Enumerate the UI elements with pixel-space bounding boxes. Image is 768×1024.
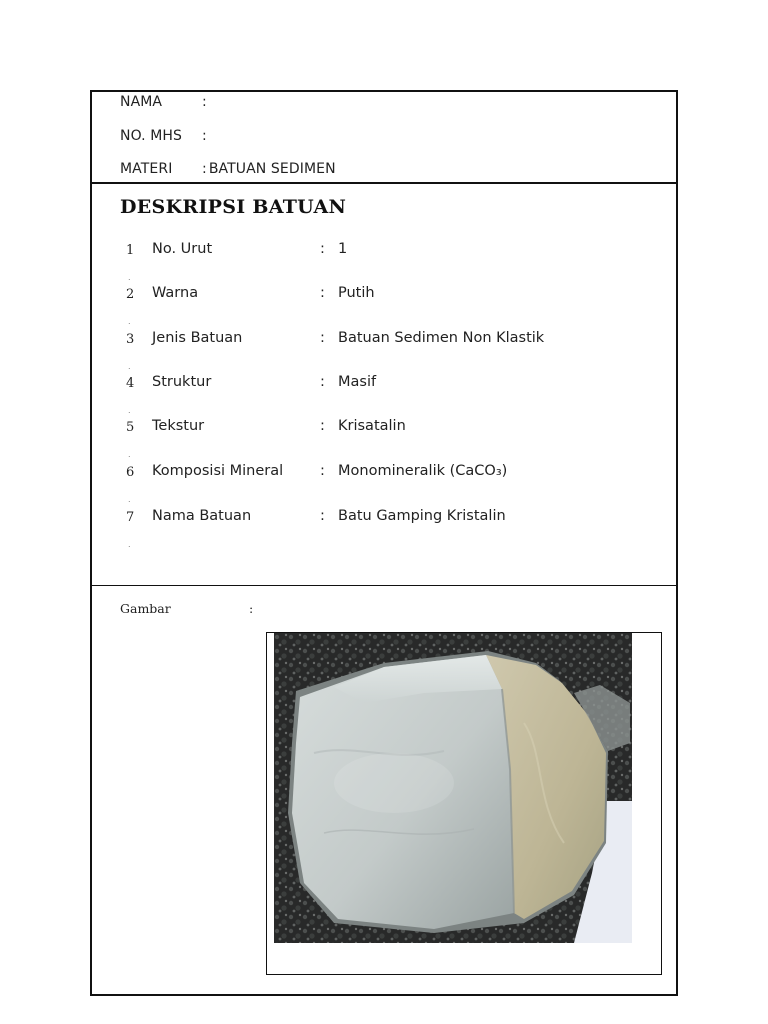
row-name: No. Urut (152, 241, 213, 257)
gambar-colon: : (249, 601, 254, 616)
row-number: 7 (126, 510, 135, 525)
row-colon: : (320, 285, 325, 301)
row-dot: . (128, 317, 131, 326)
rock-photo (274, 633, 632, 943)
row-value: Putih (338, 285, 375, 301)
row-value: Krisatalin (338, 418, 406, 434)
description-row (92, 463, 676, 483)
nomhs-label: NO. MHS (120, 128, 183, 144)
row-name: Tekstur (152, 418, 205, 434)
row-name: Warna (152, 285, 199, 301)
row-name: Nama Batuan (152, 508, 252, 524)
row-value: Monomineralik (CaCO₃) (338, 463, 508, 479)
materi-colon: : (202, 161, 207, 177)
row-number: 1 (126, 243, 135, 258)
row-colon: : (320, 330, 325, 346)
materi-label: MATERI (120, 161, 173, 177)
row-dot: . (128, 495, 131, 504)
row-name: Struktur (152, 374, 212, 390)
rock-photo-frame (266, 632, 662, 975)
row-dot: . (128, 273, 131, 282)
row-value: Batuan Sedimen Non Klastik (338, 330, 545, 346)
row-colon: : (320, 374, 325, 390)
nomhs-colon: : (202, 128, 207, 144)
description-row (92, 374, 676, 394)
section-divider (92, 585, 676, 586)
row-dot: . (128, 540, 131, 549)
row-name: Jenis Batuan (152, 330, 243, 346)
nama-row (120, 94, 209, 110)
gambar-label: Gambar (120, 601, 171, 616)
row-colon: : (320, 508, 325, 524)
description-row (92, 330, 676, 350)
nama-label: NAMA (120, 94, 163, 110)
materi-row (120, 161, 336, 177)
row-colon: : (320, 241, 325, 257)
row-dot: . (128, 362, 131, 371)
row-number: 4 (126, 376, 135, 391)
row-value: Batu Gamping Kristalin (338, 508, 506, 524)
nomhs-row (120, 128, 209, 144)
row-dot: . (128, 450, 131, 459)
description-row (92, 418, 676, 438)
student-header (92, 92, 676, 184)
page-title: DESKRIPSI BATUAN (120, 196, 347, 218)
row-colon: : (320, 463, 325, 479)
materi-value: BATUAN SEDIMEN (208, 161, 336, 177)
rock-description-sheet (90, 90, 678, 996)
row-name: Komposisi Mineral (152, 463, 284, 479)
row-number: 5 (126, 420, 135, 435)
row-value: 1 (338, 241, 348, 257)
description-row (92, 508, 676, 528)
row-number: 2 (126, 287, 135, 302)
row-number: 3 (126, 332, 135, 347)
description-row (92, 241, 676, 261)
row-value: Masif (338, 374, 377, 390)
description-row (92, 285, 676, 305)
row-number: 6 (126, 465, 135, 480)
row-dot: . (128, 406, 131, 415)
nama-colon: : (202, 94, 207, 110)
row-colon: : (320, 418, 325, 434)
